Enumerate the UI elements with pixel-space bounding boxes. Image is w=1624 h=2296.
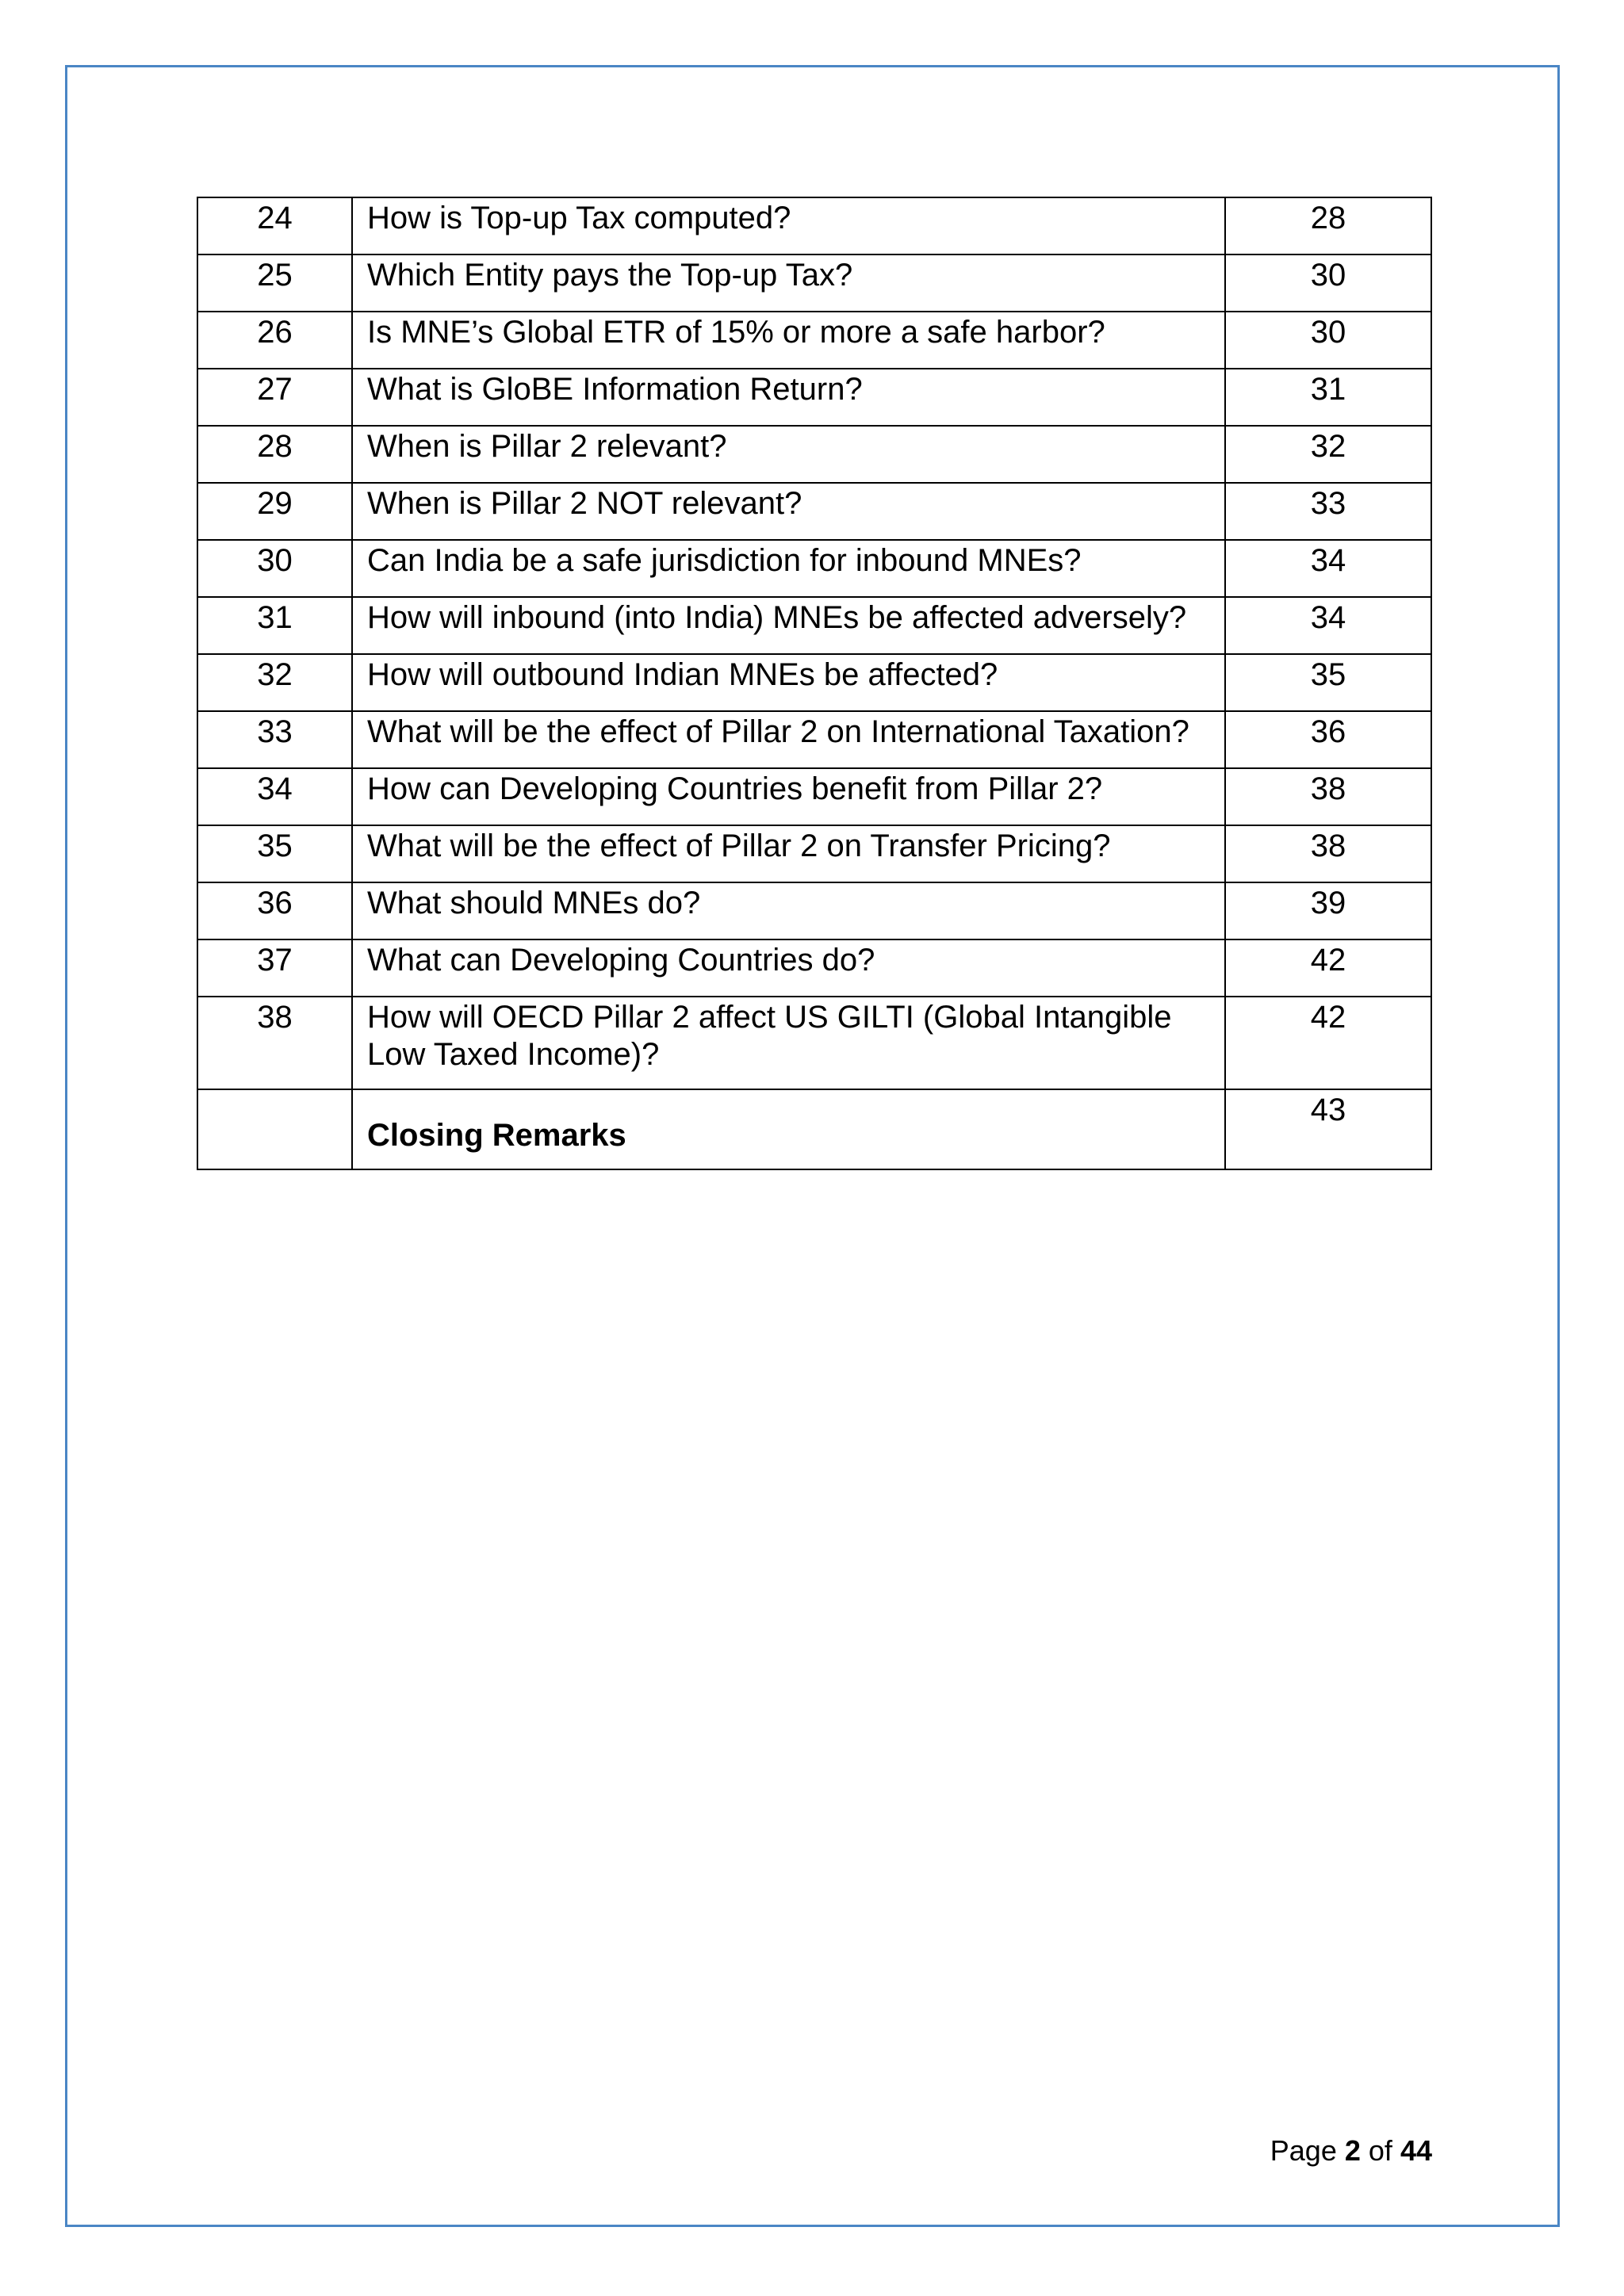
toc-row-title: What will be the effect of Pillar 2 on International Taxation? bbox=[352, 711, 1225, 768]
toc-row-page: 39 bbox=[1225, 882, 1431, 939]
toc-row-page: 30 bbox=[1225, 254, 1431, 312]
toc-row-title: When is Pillar 2 NOT relevant? bbox=[352, 483, 1225, 540]
toc-row-title: Which Entity pays the Top-up Tax? bbox=[352, 254, 1225, 312]
page-label: Page bbox=[1270, 2134, 1337, 2167]
toc-row-number: 32 bbox=[197, 654, 352, 711]
toc-row bbox=[197, 540, 1431, 597]
toc-row-page: 33 bbox=[1225, 483, 1431, 540]
toc-row-title: Is MNE’s Global ETR of 15% or more a safe harbor? bbox=[352, 312, 1225, 369]
total-page-count: 44 bbox=[1400, 2134, 1432, 2167]
toc-row bbox=[197, 768, 1431, 825]
toc-row-number: 24 bbox=[197, 197, 352, 254]
toc-row-title: Can India be a safe jurisdiction for inbound MNEs? bbox=[352, 540, 1225, 597]
toc-row-page: 34 bbox=[1225, 597, 1431, 654]
toc-row bbox=[197, 312, 1431, 369]
toc-row bbox=[197, 197, 1431, 254]
current-page-number: 2 bbox=[1344, 2134, 1361, 2167]
toc-row bbox=[197, 426, 1431, 483]
toc-row-title: How will OECD Pillar 2 affect US GILTI (Global Intangible Low Taxed Income)? bbox=[352, 997, 1225, 1089]
toc-row-page: 38 bbox=[1225, 825, 1431, 882]
toc-row-number: 25 bbox=[197, 254, 352, 312]
toc-row-title: What will be the effect of Pillar 2 on Transfer Pricing? bbox=[352, 825, 1225, 882]
toc-row-number: 26 bbox=[197, 312, 352, 369]
closing-remarks-title: Closing Remarks bbox=[367, 1118, 626, 1153]
toc-row-title: How will outbound Indian MNEs be affected? bbox=[352, 654, 1225, 711]
toc-row-page: 42 bbox=[1225, 997, 1431, 1089]
toc-row-number: 37 bbox=[197, 939, 352, 997]
toc-row-page: 28 bbox=[1225, 197, 1431, 254]
toc-row-number: 35 bbox=[197, 825, 352, 882]
page-footer bbox=[1270, 2134, 1432, 2168]
toc-row-page: 31 bbox=[1225, 369, 1431, 426]
toc-row-number: 31 bbox=[197, 597, 352, 654]
toc-row bbox=[197, 939, 1431, 997]
toc-row bbox=[197, 711, 1431, 768]
toc-row-number: 34 bbox=[197, 768, 352, 825]
toc-row-page: 38 bbox=[1225, 768, 1431, 825]
toc-row-title: What is GloBE Information Return? bbox=[352, 369, 1225, 426]
toc-row-page: 30 bbox=[1225, 312, 1431, 369]
toc-row-title: How is Top-up Tax computed? bbox=[352, 197, 1225, 254]
toc-row-page: 43 bbox=[1225, 1089, 1431, 1169]
table-of-contents bbox=[197, 197, 1432, 1170]
toc-row-number bbox=[197, 1089, 352, 1169]
toc-row-title: What can Developing Countries do? bbox=[352, 939, 1225, 997]
toc-row-page: 32 bbox=[1225, 426, 1431, 483]
toc-row-number: 29 bbox=[197, 483, 352, 540]
toc-row bbox=[197, 825, 1431, 882]
toc-row-number: 38 bbox=[197, 997, 352, 1089]
toc-row-number: 28 bbox=[197, 426, 352, 483]
toc-row bbox=[197, 882, 1431, 939]
toc-row-title: How can Developing Countries benefit from Pillar 2? bbox=[352, 768, 1225, 825]
toc-row-number: 33 bbox=[197, 711, 352, 768]
toc-closing-cell bbox=[352, 1089, 1225, 1169]
toc-row-title: How will inbound (into India) MNEs be affected adversely? bbox=[352, 597, 1225, 654]
toc-row bbox=[197, 654, 1431, 711]
toc-row-number: 27 bbox=[197, 369, 352, 426]
toc-row bbox=[197, 597, 1431, 654]
toc-row-page: 34 bbox=[1225, 540, 1431, 597]
toc-row-title: When is Pillar 2 relevant? bbox=[352, 426, 1225, 483]
toc-row-page: 42 bbox=[1225, 939, 1431, 997]
toc-row bbox=[197, 369, 1431, 426]
toc-row bbox=[197, 483, 1431, 540]
toc-row bbox=[197, 997, 1431, 1089]
toc-row-page: 35 bbox=[1225, 654, 1431, 711]
toc-row-number: 36 bbox=[197, 882, 352, 939]
toc-row-page: 36 bbox=[1225, 711, 1431, 768]
toc-row-number: 30 bbox=[197, 540, 352, 597]
page-of-label: of bbox=[1368, 2134, 1392, 2167]
toc-row bbox=[197, 254, 1431, 312]
toc-row-title: What should MNEs do? bbox=[352, 882, 1225, 939]
toc-closing-row bbox=[197, 1089, 1431, 1169]
